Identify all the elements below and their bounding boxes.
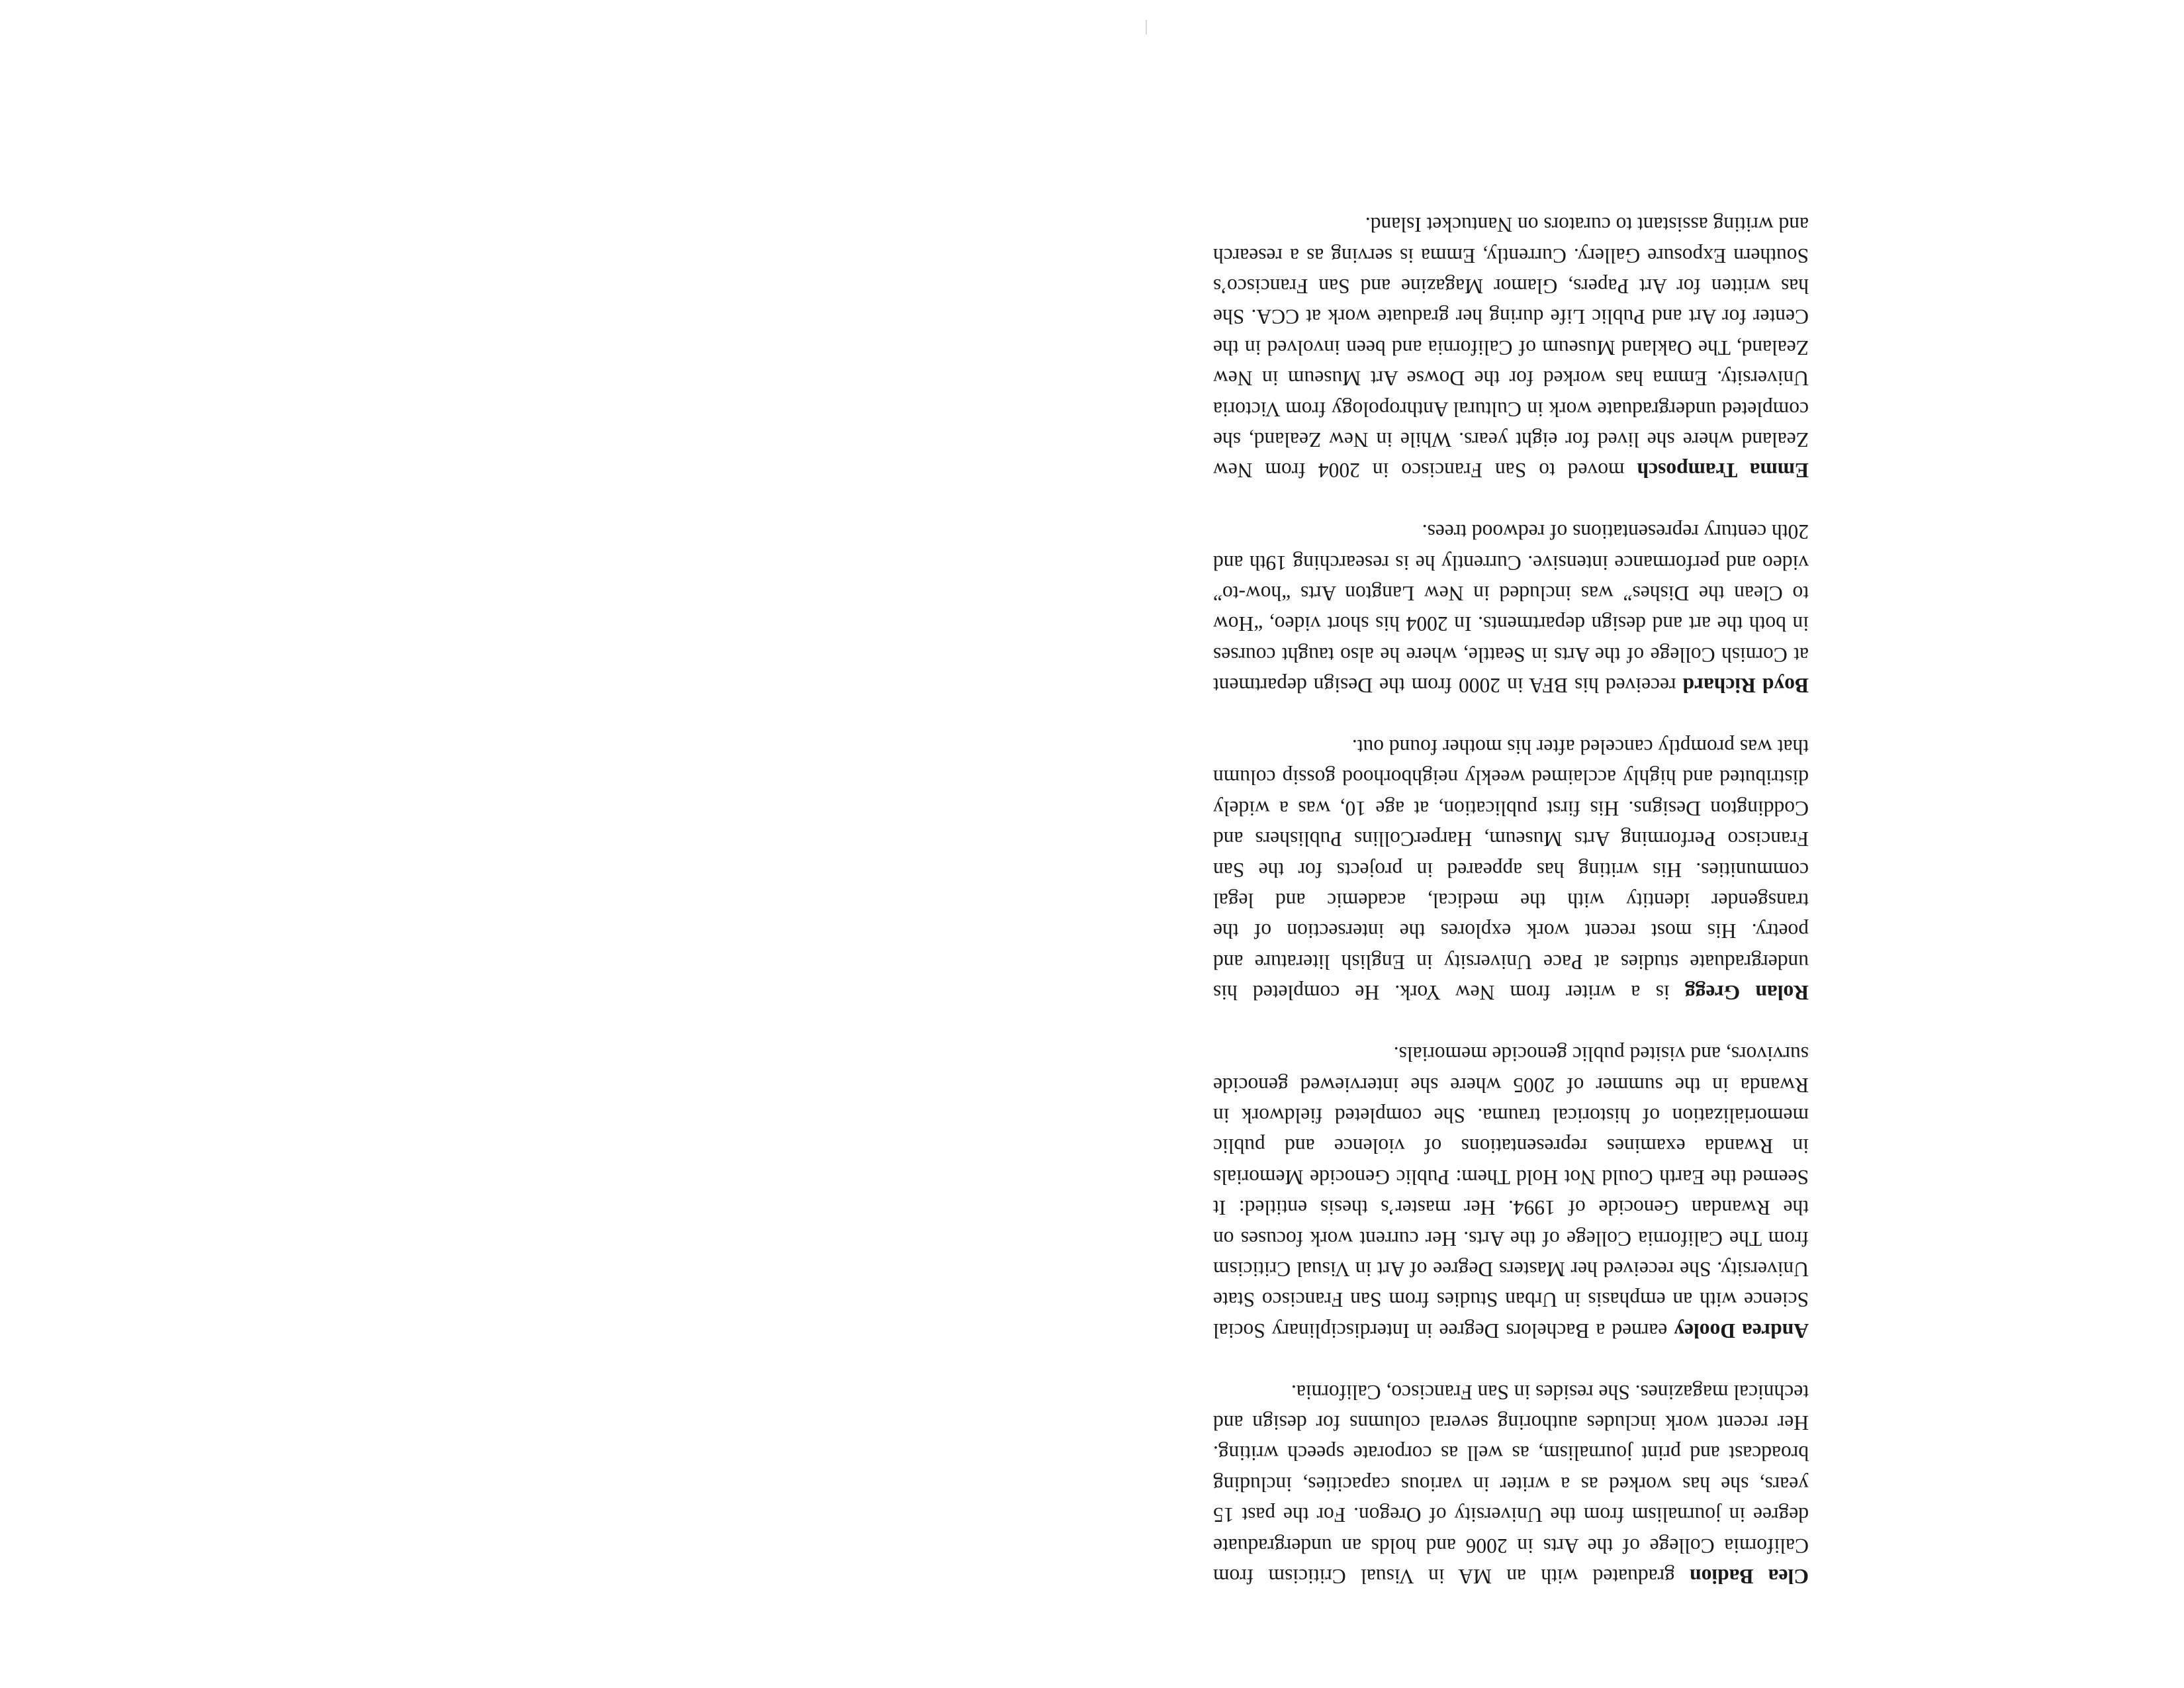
bio-boyd-richard (1213, 516, 1809, 700)
bio-clea-badion (1213, 1376, 1809, 1591)
bio-name: Emma Tramposch (1637, 459, 1809, 483)
gutter-mark (1146, 20, 1147, 34)
bio-andrea-dooley (1213, 1039, 1809, 1346)
contributor-bios-column (1213, 56, 1809, 1591)
bio-text: earned a Bachelors Degree in Interdisciplinary Social Science with an emphasis in Urban Studies from San Francisco State University. She received her Masters Degree of Art in Visual Criticism from The California College of the Arts. Her current work focuses on the Rwandan Genocide of 1994. Her master’s thesis entitled: It Seemed the Earth Could Not Hold Them: Public Genocide Memorials in Rwanda examines representations of violence and public memorialization of historical trauma. She completed fieldwork in Rwanda in the summer of 2005 where she interviewed genocide survivors, and visited public genocide memorials. (1213, 1043, 1809, 1342)
bio-text: is a writer from New York. He completed his undergraduate studies at Pace University in English literature and poetry. His most recent work explores the intersection of the transgender identity with the medical, academic and legal communities. His writing has appeared in projects for the San Francisco Performing Arts Museum, HarperCollins Publishers and Coddington Designs. His first publication, at age 10, was a widely distributed and highly acclaimed weekly neighborhood gossip column that was promptly canceled after his mother found out. (1213, 735, 1809, 1005)
bio-name: Clea Badion (1690, 1565, 1809, 1588)
bio-text: received his BFA in 2000 from the Design department at Cornish College of the Arts in Seattle, where he also taught courses in both the art and design departments. In 2004 his short video, “How to Clean the Dishes” was included in New Langton Arts “how-to” video and performance intensive. Currently he is researching 19th and 20th century representations of redwood trees. (1213, 520, 1809, 698)
contributor-bios-list (1213, 178, 1809, 1591)
bio-name: Rolan Gregg (1684, 981, 1809, 1005)
bio-name: Andrea Dooley (1674, 1319, 1809, 1342)
bio-text: graduated with an MA in Visual Criticism from California College of the Arts in 2006 and holds an undergraduate degree in journalism from the University of Oregon. For the past 15 years, she has worked as a writer in various capacities, including broadcast and print journalism, as well as corporate speech writing. Her recent work includes authoring several columns for design and technical magazines. She resides in San Francisco, California. (1212, 1380, 1809, 1588)
bio-rolan-gregg (1213, 731, 1809, 1008)
bio-emma-tramposch (1213, 209, 1809, 486)
bio-name: Boyd Richard (1682, 674, 1809, 698)
bio-text: moved to San Francisco in 2004 from New Zealand where she lived for eight years. While in New Zealand, she completed undergraduate work in Cultural Anthropology from Victoria University. Emma has worked for the Dowse Art Museum in New Zealand, The Oakland Museum of California and been involved in the Center for Art and Public Life during her graduate work at CCA. She has written for Art Papers, Glamor Magazine and San Francisco’s Southern Exposure Gallery. Currently, Emma is serving as a research and writing assistant to curators on Nantucket Island. (1213, 213, 1809, 483)
